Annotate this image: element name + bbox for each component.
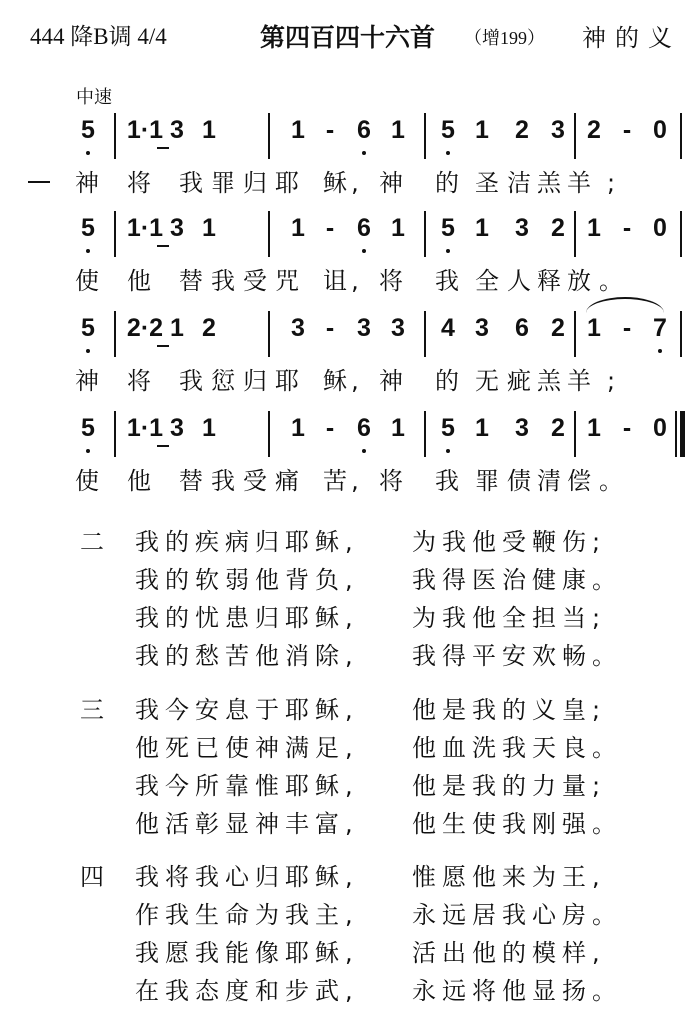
barline	[268, 411, 270, 457]
lyric-char: ;	[606, 169, 616, 197]
note: 2	[515, 116, 529, 144]
stanza-line	[0, 766, 700, 806]
lower-octave-dot	[86, 449, 90, 453]
note: -	[622, 314, 632, 342]
barline	[268, 311, 270, 357]
lyric-char: 替	[179, 467, 203, 495]
note: -	[325, 116, 335, 144]
stanza-line-second-half: 活出他的模样,	[412, 939, 606, 967]
note: 2	[587, 116, 601, 144]
note: -	[622, 414, 632, 442]
lyric-char: 诅	[323, 267, 347, 295]
lyric-char: 我	[435, 267, 459, 295]
pickup-note: 5	[81, 314, 95, 342]
stanza-line	[0, 522, 700, 562]
note: 1	[587, 414, 601, 442]
note: -	[325, 214, 335, 242]
lyric-char: 的	[435, 169, 459, 197]
barline	[424, 411, 426, 457]
note: -	[622, 116, 632, 144]
lyric-char: 痛	[275, 467, 299, 495]
note: 1·1	[126, 414, 164, 442]
stanza-line-first-half: 我愿我能像耶稣,	[135, 939, 359, 967]
lyric-line	[0, 465, 700, 497]
stanza-line	[0, 728, 700, 768]
lyric-char: 神	[379, 367, 403, 395]
lyric-char: 苦	[323, 467, 347, 495]
lyric-line	[0, 365, 700, 397]
note: 1	[587, 314, 601, 342]
stanza-line-first-half: 我的愁苦他消除,	[135, 642, 359, 670]
lyric-char: 我	[179, 367, 203, 395]
note: 3	[357, 314, 371, 342]
lyric-char: 羔	[537, 367, 561, 395]
lyric-char: 罪	[211, 169, 235, 197]
lyric-char: 神	[75, 169, 99, 197]
lyric-char: 神	[75, 367, 99, 395]
note: 4	[441, 314, 455, 342]
note: 5	[441, 214, 455, 242]
stanza-line-first-half: 他活彰显神丰富,	[135, 810, 359, 838]
barline-end	[680, 113, 682, 159]
barline	[424, 211, 426, 257]
note: 2·2	[126, 314, 164, 342]
lyric-char: 我	[211, 467, 235, 495]
lyric-char: 清	[537, 467, 561, 495]
final-barline-thick	[680, 411, 685, 457]
lyric-char: 将	[379, 267, 403, 295]
note: 2	[551, 414, 565, 442]
stanza-line-first-half: 在我态度和步武,	[135, 977, 359, 1005]
barline	[268, 211, 270, 257]
lyric-char: 归	[243, 367, 267, 395]
music-line	[0, 213, 700, 313]
lyric-char: 将	[127, 367, 151, 395]
hymn-number-key-meter: 444 降B调 4/4	[30, 24, 167, 49]
lyric-char: 神	[379, 169, 403, 197]
lower-octave-dot	[362, 449, 366, 453]
stanza-line-first-half: 我的软弱他背负,	[135, 566, 359, 594]
lower-octave-dot	[362, 151, 366, 155]
stanza-line-second-half: 他是我的力量;	[412, 772, 607, 800]
lyric-char: ;	[606, 367, 616, 395]
eighth-note-underline	[157, 445, 169, 447]
lower-octave-dot	[658, 349, 662, 353]
stanza-line-second-half: 永远将他显扬。	[412, 977, 622, 1005]
lyric-char: 耶	[275, 367, 299, 395]
lyric-char: 。	[599, 267, 623, 295]
note: -	[622, 214, 632, 242]
note: 2	[551, 214, 565, 242]
stanza-line	[0, 560, 700, 600]
music-line	[0, 313, 700, 413]
lower-octave-dot	[446, 449, 450, 453]
lyric-char: 将	[127, 169, 151, 197]
pickup-note: 5	[81, 214, 95, 242]
stanza-line	[0, 895, 700, 935]
note: 1·1	[126, 214, 164, 242]
lyric-char: ,	[351, 169, 359, 197]
pickup-note: 5	[81, 116, 95, 144]
note: 7	[653, 314, 667, 342]
final-barline-thin	[675, 411, 677, 457]
stanza-line	[0, 598, 700, 638]
lyric-char: 稣	[323, 367, 347, 395]
barline	[574, 211, 576, 257]
stanza-line-first-half: 我的疾病归耶稣,	[135, 528, 359, 556]
lyric-char: 我	[211, 267, 235, 295]
stanza-line-first-half: 我的忧患归耶稣,	[135, 604, 359, 632]
barline	[574, 113, 576, 159]
music-line	[0, 413, 700, 513]
stanza-line-first-half: 我今所靠惟耶稣,	[135, 772, 359, 800]
stanza-line	[0, 804, 700, 844]
barline	[114, 311, 116, 357]
stanza-line	[0, 933, 700, 973]
lower-octave-dot	[446, 151, 450, 155]
lyric-char: 愆	[211, 367, 235, 395]
lyric-char: 耶	[275, 169, 299, 197]
lyric-char: 归	[243, 169, 267, 197]
lyric-char: 替	[179, 267, 203, 295]
note: 1	[587, 214, 601, 242]
stanza-line-first-half: 他死已使神满足,	[135, 734, 359, 762]
barline-end	[680, 211, 682, 257]
barline	[424, 311, 426, 357]
lyric-char: 罪	[475, 467, 499, 495]
eighth-note-underline	[157, 245, 169, 247]
lyric-char: 受	[243, 467, 267, 495]
note: 5	[441, 116, 455, 144]
note: 3	[170, 214, 184, 242]
stanza-line	[0, 636, 700, 676]
note: 1	[475, 116, 489, 144]
tempo-marking: 中速	[76, 87, 112, 108]
note: 3	[475, 314, 489, 342]
lyric-char: 洁	[507, 169, 531, 197]
note: 3	[515, 214, 529, 242]
lyric-char: 受	[243, 267, 267, 295]
note: 3	[515, 414, 529, 442]
note: 1	[202, 116, 216, 144]
lower-octave-dot	[446, 249, 450, 253]
note: 0	[653, 116, 667, 144]
stanza-line	[0, 971, 700, 1011]
stanza-line-first-half: 作我生命为我主,	[135, 901, 359, 929]
note: 1	[391, 116, 405, 144]
hymn-category: 神的义	[582, 24, 681, 52]
hymn-title: 第四百四十六首	[260, 23, 436, 52]
hymn-header	[0, 18, 700, 68]
note: 6	[357, 116, 371, 144]
lyric-line	[0, 167, 700, 199]
lyric-char: 我	[435, 467, 459, 495]
lyric-char: 羊	[567, 169, 591, 197]
note: 3	[551, 116, 565, 144]
stanza-line	[0, 857, 700, 897]
note: 2	[202, 314, 216, 342]
lyric-char: 人	[507, 267, 531, 295]
stanza-line-second-half: 他是我的义皇;	[412, 696, 607, 724]
note: 1	[291, 414, 305, 442]
note: 6	[357, 414, 371, 442]
lyric-char: 他	[127, 267, 151, 295]
note: 1	[475, 214, 489, 242]
lyric-line	[0, 265, 700, 297]
stanza-line-second-half: 为我他全担当;	[412, 604, 607, 632]
lower-octave-dot	[86, 151, 90, 155]
stanza-number: 二	[80, 528, 104, 556]
note: 1	[291, 214, 305, 242]
lyric-char: ,	[351, 467, 359, 495]
stanza-number: 四	[80, 863, 104, 891]
lower-octave-dot	[362, 249, 366, 253]
lyric-char: 释	[537, 267, 561, 295]
stanza-line-second-half: 他生使我刚强。	[412, 810, 622, 838]
lyric-char: 使	[75, 267, 99, 295]
note: 3	[391, 314, 405, 342]
barline	[114, 113, 116, 159]
eighth-note-underline	[157, 345, 169, 347]
lyric-char: 。	[599, 467, 623, 495]
stanza-line-second-half: 永远居我心房。	[412, 901, 622, 929]
lyric-char: 债	[507, 467, 531, 495]
lyric-char: 咒	[275, 267, 299, 295]
note: -	[325, 314, 335, 342]
music-line	[0, 115, 700, 215]
stanza-number: 三	[80, 696, 104, 724]
lyric-char: 圣	[475, 169, 499, 197]
stanza-line-second-half: 他血洗我天良。	[412, 734, 622, 762]
note: 0	[653, 214, 667, 242]
barline	[114, 411, 116, 457]
lyric-char: 全	[475, 267, 499, 295]
note: 3	[170, 116, 184, 144]
note: 2	[551, 314, 565, 342]
note: 1	[202, 214, 216, 242]
stanza-line-second-half: 为我他受鞭伤;	[412, 528, 607, 556]
barline	[424, 113, 426, 159]
lyric-char: 无	[475, 367, 499, 395]
barline	[574, 311, 576, 357]
note: 1	[475, 414, 489, 442]
lyric-char: 他	[127, 467, 151, 495]
lyric-char: ,	[351, 367, 359, 395]
barline	[574, 411, 576, 457]
note: 1	[291, 116, 305, 144]
stanza-line-second-half: 我得平安欢畅。	[412, 642, 622, 670]
note: 3	[170, 414, 184, 442]
lyric-char: 羊	[567, 367, 591, 395]
barline	[268, 113, 270, 159]
lower-octave-dot	[86, 249, 90, 253]
eighth-note-underline	[157, 147, 169, 149]
lyric-char: 我	[179, 169, 203, 197]
lyric-char: 的	[435, 367, 459, 395]
note: 3	[291, 314, 305, 342]
barline	[114, 211, 116, 257]
barline-end	[680, 311, 682, 357]
note: 1·1	[126, 116, 164, 144]
stanza-line-first-half: 我今安息于耶稣,	[135, 696, 359, 724]
stanza-line	[0, 690, 700, 730]
note: -	[325, 414, 335, 442]
lyric-char: 羔	[537, 169, 561, 197]
stanza-line-second-half: 惟愿他来为王,	[412, 863, 606, 891]
note: 5	[441, 414, 455, 442]
lyric-char: 放	[567, 267, 591, 295]
note: 1	[202, 414, 216, 442]
lyric-char: 偿	[567, 467, 591, 495]
pickup-note: 5	[81, 414, 95, 442]
verse-one-marker	[28, 181, 50, 183]
stanza-line-first-half: 我将我心归耶稣,	[135, 863, 359, 891]
lyric-char: 疵	[507, 367, 531, 395]
supplement-number: （增199）	[464, 28, 545, 48]
note: 0	[653, 414, 667, 442]
stanza-line-second-half: 我得医治健康。	[412, 566, 622, 594]
lower-octave-dot	[86, 349, 90, 353]
note: 1	[391, 214, 405, 242]
lyric-char: 将	[379, 467, 403, 495]
note: 6	[515, 314, 529, 342]
note: 1	[170, 314, 184, 342]
lyric-char: 稣	[323, 169, 347, 197]
lyric-char: ,	[351, 267, 359, 295]
note: 1	[391, 414, 405, 442]
note: 6	[357, 214, 371, 242]
lyric-char: 使	[75, 467, 99, 495]
